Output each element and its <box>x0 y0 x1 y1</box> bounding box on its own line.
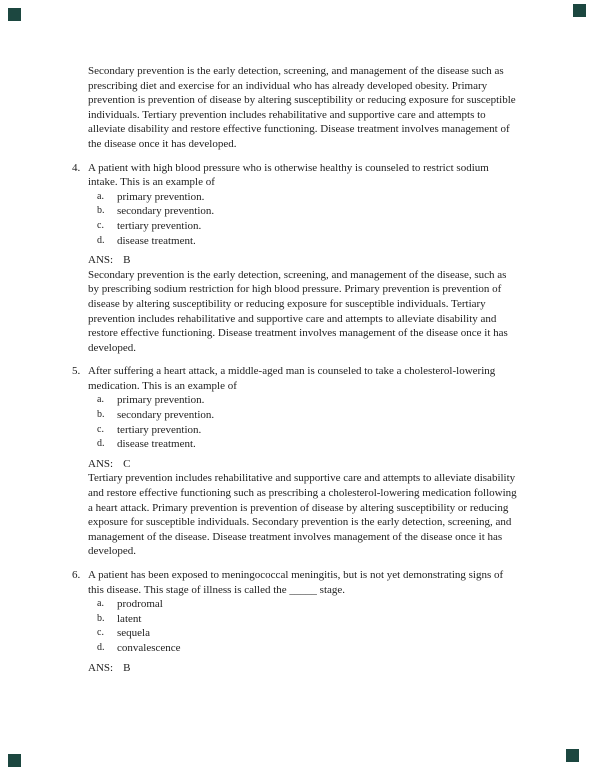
option-letter: c. <box>97 627 104 639</box>
corner-mark-top-left <box>8 8 21 21</box>
answer-line <box>88 457 518 472</box>
question-6 <box>72 568 520 675</box>
option-a <box>88 597 518 612</box>
option-text: latent <box>117 612 142 625</box>
corner-mark-bottom-right <box>566 749 579 762</box>
option-text: primary prevention. <box>117 394 205 407</box>
option-letter: d. <box>97 641 105 653</box>
answer-rationale: Tertiary prevention includes rehabilitative and supportive care and attempts to alleviate disability and restore effective functioning such as prescribing a cholesterol-lowering medication following a heart attack. Primary prevention is prevention of disease by altering susceptibility or reducing exposure for susceptible individuals. Secondary prevention is the early detection, screening, and management of the disease. Disease treatment involves management of the disease once it has developed. <box>88 472 517 558</box>
question-number: 4. <box>72 161 81 174</box>
option-letter: a. <box>97 190 104 202</box>
answer-rationale: Secondary prevention is the early detection, screening, and management of the disease, such as by prescribing sodium restriction for high blood pressure. Primary prevention is prevention of disease by altering susceptibility or reducing exposure for susceptible individuals. Tertiary prevention includes rehabilitative and supportive care and attempts to alleviate disability and restore effective functioning. Disease treatment involves management of the disease once it has developed. <box>88 268 508 354</box>
answer-label: ANS: <box>88 254 114 267</box>
option-letter: b. <box>97 205 105 217</box>
option-c <box>88 423 518 438</box>
option-a <box>88 190 518 205</box>
option-letter: a. <box>97 598 104 610</box>
answer-label: ANS: <box>88 457 114 470</box>
option-text: prodromal <box>117 598 163 611</box>
option-text: primary prevention. <box>117 190 205 203</box>
answer-letter: B <box>123 254 131 267</box>
option-d <box>88 234 518 249</box>
question-5 <box>72 364 520 559</box>
rationale-paragraph: Secondary prevention is the early detection, screening, and management of the disease such as prescribing diet and exercise for an individual who has already developed obesity. Primary prevention is prevention of disease by altering susceptibility or reducing exposure for susceptible individuals. Tertiary prevention includes rehabilitative and supportive care and attempts to alleviate disability and restore effective functioning. Disease treatment involves management of the disease once it has developed. <box>88 65 516 150</box>
option-text: secondary prevention. <box>117 205 215 218</box>
question-stem: A patient with high blood pressure who is otherwise healthy is counseled to restrict sodium intake. This is an example of <box>88 161 489 189</box>
option-text: secondary prevention. <box>117 409 215 422</box>
option-b <box>88 612 518 627</box>
answer-letter: B <box>123 661 131 674</box>
option-b <box>88 204 518 219</box>
question-stem: After suffering a heart attack, a middle-aged man is counseled to take a cholesterol-lowering medication. This is an example of <box>88 365 496 392</box>
option-text: tertiary prevention. <box>117 423 202 436</box>
option-d <box>88 437 518 452</box>
question-4 <box>72 161 520 356</box>
option-text: disease treatment. <box>117 234 196 247</box>
option-letter: a. <box>97 394 104 406</box>
option-d <box>88 641 518 656</box>
option-a <box>88 393 518 408</box>
answer-line <box>88 253 518 268</box>
option-c <box>88 219 518 234</box>
corner-mark-top-right <box>573 4 586 17</box>
answer-line <box>88 661 518 676</box>
option-c <box>88 626 518 641</box>
option-text: convalescence <box>117 641 181 654</box>
option-letter: d. <box>97 438 105 450</box>
option-letter: b. <box>97 612 105 624</box>
answer-label: ANS: <box>88 661 114 674</box>
option-text: disease treatment. <box>117 438 196 451</box>
option-letter: b. <box>97 409 105 421</box>
option-text: tertiary prevention. <box>117 219 202 232</box>
question-stem: A patient has been exposed to meningococcal meningitis, but is not yet demonstrating signs of this disease. This stage of illness is called the _____ stage. <box>88 569 504 596</box>
answer-letter: C <box>123 457 131 470</box>
option-letter: d. <box>97 234 105 246</box>
question-number: 5. <box>72 365 81 378</box>
corner-mark-bottom-left <box>8 754 21 767</box>
question-number: 6. <box>72 569 81 581</box>
option-text: sequela <box>117 627 150 640</box>
page-content <box>72 64 520 675</box>
option-letter: c. <box>97 219 104 231</box>
option-b <box>88 408 518 423</box>
option-letter: c. <box>97 423 104 435</box>
